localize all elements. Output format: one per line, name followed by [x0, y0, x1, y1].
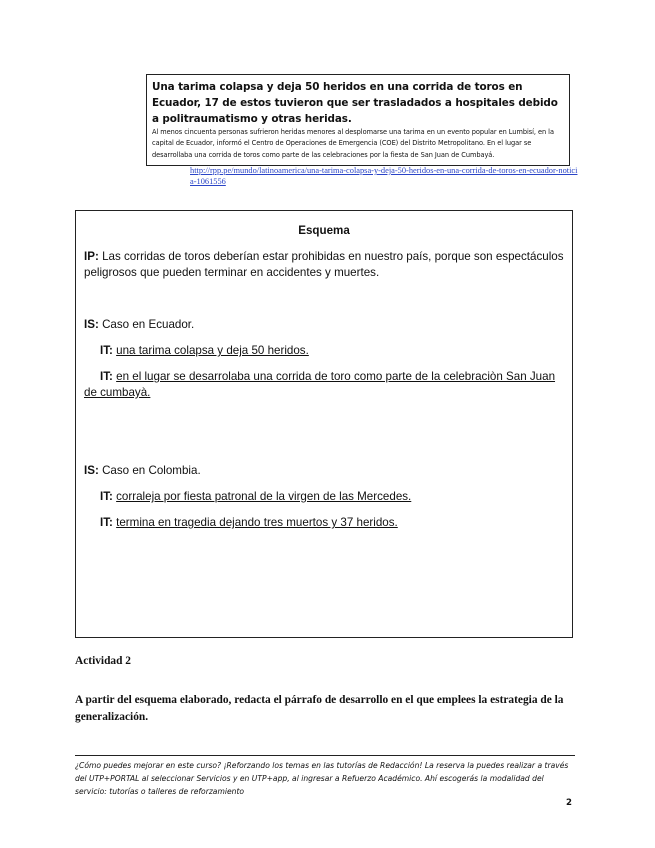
schema-is-ecuador	[84, 317, 566, 333]
it2-text: en el lugar se desarrolaba una corrida de toro como parte de la celebraciòn San Juan de cumbayà.	[84, 370, 556, 399]
schema-it-2	[84, 369, 566, 401]
it3-label: IT:	[100, 490, 113, 503]
news-body: Al menos cincuenta personas sufrieron heridas menores al desplomarse una tarima en un evento popular en Lumbisí, en la capital de Ecuador, informó el Centro de Operaciones de Emergencia (COE) del Distrito Metropolitano. En el lugar se desarrollaba una corrida de toros como parte de las celebraciones por la fiesta de San Juan de Cumbayá.	[152, 128, 554, 159]
activity-instruction: A partir del esquema elaborado, redacta el párrafo de desarrollo en el que emplees la estrategia de la generalización.	[75, 694, 564, 723]
it2-label: IT:	[100, 370, 113, 383]
footer-note: ¿Cómo puedes mejorar en este curso? ¡Reforzando los temas en las tutorías de Redacción! La reserva la puedes realizar a través del UTP+PORTAL al seleccionar Servicios y en UTP+app, al ingresar a Refuerzo Académico. Ahí escogerás la modalidad del servicio: tutorías o talleres de reforzamiento	[75, 761, 569, 796]
is2-label: IS:	[84, 464, 99, 477]
it3-text: corraleja por fiesta patronal de la virgen de las Mercedes.	[116, 490, 412, 503]
schema-is-colombia	[84, 463, 566, 479]
footer-divider	[75, 755, 575, 756]
is1-label: IS:	[84, 318, 99, 331]
schema-it-4	[84, 515, 566, 531]
news-source-link[interactable]: http://rpp.pe/mundo/latinoamerica/una-tarima-colapsa-y-deja-50-heridos-en-una-corrida-de-toros-en-ecuador-noticia-1061556	[190, 166, 578, 186]
it1-text: una tarima colapsa y deja 50 heridos.	[116, 344, 309, 357]
it1-label: IT:	[100, 344, 113, 357]
schema-box	[75, 210, 573, 638]
is2-text: Caso en Colombia.	[102, 464, 201, 477]
schema-ip	[84, 249, 566, 281]
it4-label: IT:	[100, 516, 113, 529]
schema-it-1	[84, 343, 566, 359]
is1-text: Caso en Ecuador.	[102, 318, 195, 331]
it4-text: termina en tragedia dejando tres muertos y 37 heridos.	[116, 516, 398, 529]
schema-it-3	[84, 489, 566, 505]
ip-label: IP:	[84, 250, 99, 263]
activity-title: Actividad 2	[75, 655, 132, 667]
ip-text: Las corridas de toros deberían estar prohibidas en nuestro país, porque son espectáculos peligrosos que pueden terminar en accidentes y muertes.	[84, 250, 564, 279]
news-headline: Una tarima colapsa y deja 50 heridos en una corrida de toros en Ecuador, 17 de estos tuvieron que ser trasladados a hospitales debido a politraumatismo y otras heridas.	[152, 81, 558, 125]
schema-title: Esquema	[298, 224, 350, 237]
page-number: 2	[566, 798, 572, 808]
news-excerpt-box	[146, 74, 570, 166]
